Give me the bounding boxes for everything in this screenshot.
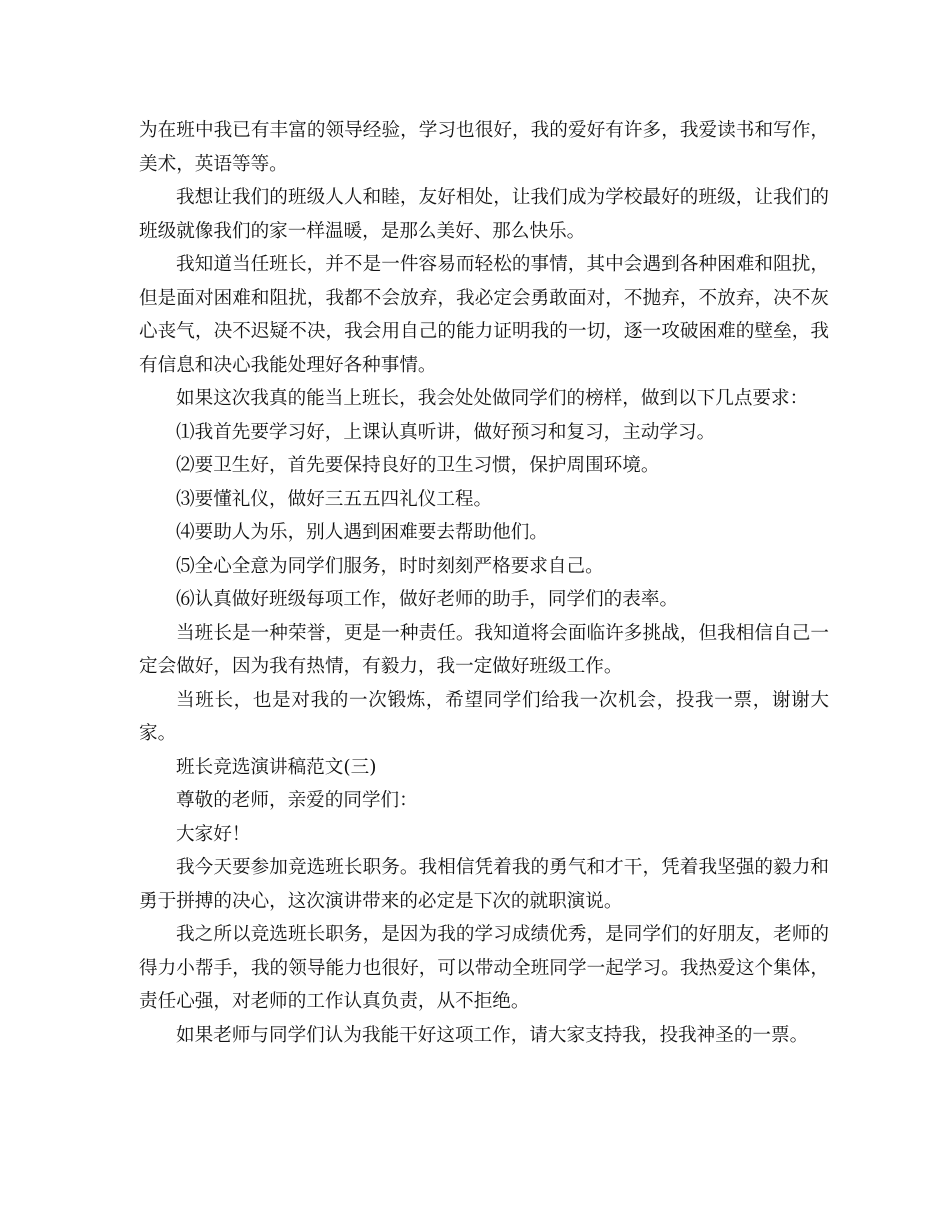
document-body	[139, 114, 829, 1052]
list-item: ⑵要卫生好，首先要保持良好的卫生习惯，保护周围环境。	[176, 455, 660, 476]
greeting: 大家好！	[176, 823, 251, 845]
paragraph: 我想让我们的班级人人和睦，友好相处，让我们成为学校最好的班级，让我们的班级就像我们的家一样温暖，是那么美好、那么快乐。	[139, 187, 829, 242]
paragraph: 我今天要参加竞选班长职务。我相信凭着我的勇气和才干，凭着我坚强的毅力和勇于拼搏的决心，这次演讲带来的必定是下次的就职演说。	[139, 857, 829, 912]
paragraph: 为在班中我已有丰富的领导经验，学习也很好，我的爱好有许多，我爱读书和写作，美术，英语等等。	[139, 120, 829, 175]
section-heading: 班长竞选演讲稿范文(三)	[176, 756, 377, 778]
paragraph: 如果老师与同学们认为我能干好这项工作，请大家支持我，投我神圣的一票。	[176, 1024, 809, 1046]
list-item: ⑸全心全意为同学们服务，时时刻刻严格要求自己。	[176, 555, 604, 577]
list-item: ⑶要懂礼仪，做好三五五四礼仪工程。	[176, 488, 493, 510]
paragraph: 如果这次我真的能当上班长，我会处处做同学们的榜样，做到以下几点要求：	[176, 388, 809, 409]
paragraph: 我知道当任班长，并不是一件容易而轻松的事情，其中会遇到各种困难和阻扰，但是面对困难和阻扰，我都不会放弃，我必定会勇敢面对，不抛弃，不放弃，决不灰心丧气，决不迟疑不决，我会用自己的能力证明我的一切，逐一攻破困难的壁垒，我有信息和决心我能处理好各种事情。	[139, 254, 829, 376]
list-item: ⑹认真做好班级每项工作，做好老师的助手，同学们的表率。	[176, 589, 679, 610]
list-item: ⑷要助人为乐，别人遇到困难要去帮助他们。	[176, 522, 548, 543]
paragraph: 当班长是一种荣誉，更是一种责任。我知道将会面临许多挑战，但我相信自己一定会做好，因为我有热情，有毅力，我一定做好班级工作。	[139, 622, 829, 677]
salutation: 尊敬的老师，亲爱的同学们：	[176, 790, 418, 811]
list-item: ⑴我首先要学习好，上课认真听讲，做好预习和复习，主动学习。	[176, 421, 716, 443]
paragraph: 我之所以竞选班长职务，是因为我的学习成绩优秀，是同学们的好朋友，老师的得力小帮手，我的领导能力也很好，可以带动全班同学一起学习。我热爱这个集体，责任心强，对老师的工作认真负责，从不拒绝。	[139, 924, 829, 1012]
paragraph: 当班长，也是对我的一次锻炼，希望同学们给我一次机会，投我一票，谢谢大家。	[139, 689, 829, 744]
